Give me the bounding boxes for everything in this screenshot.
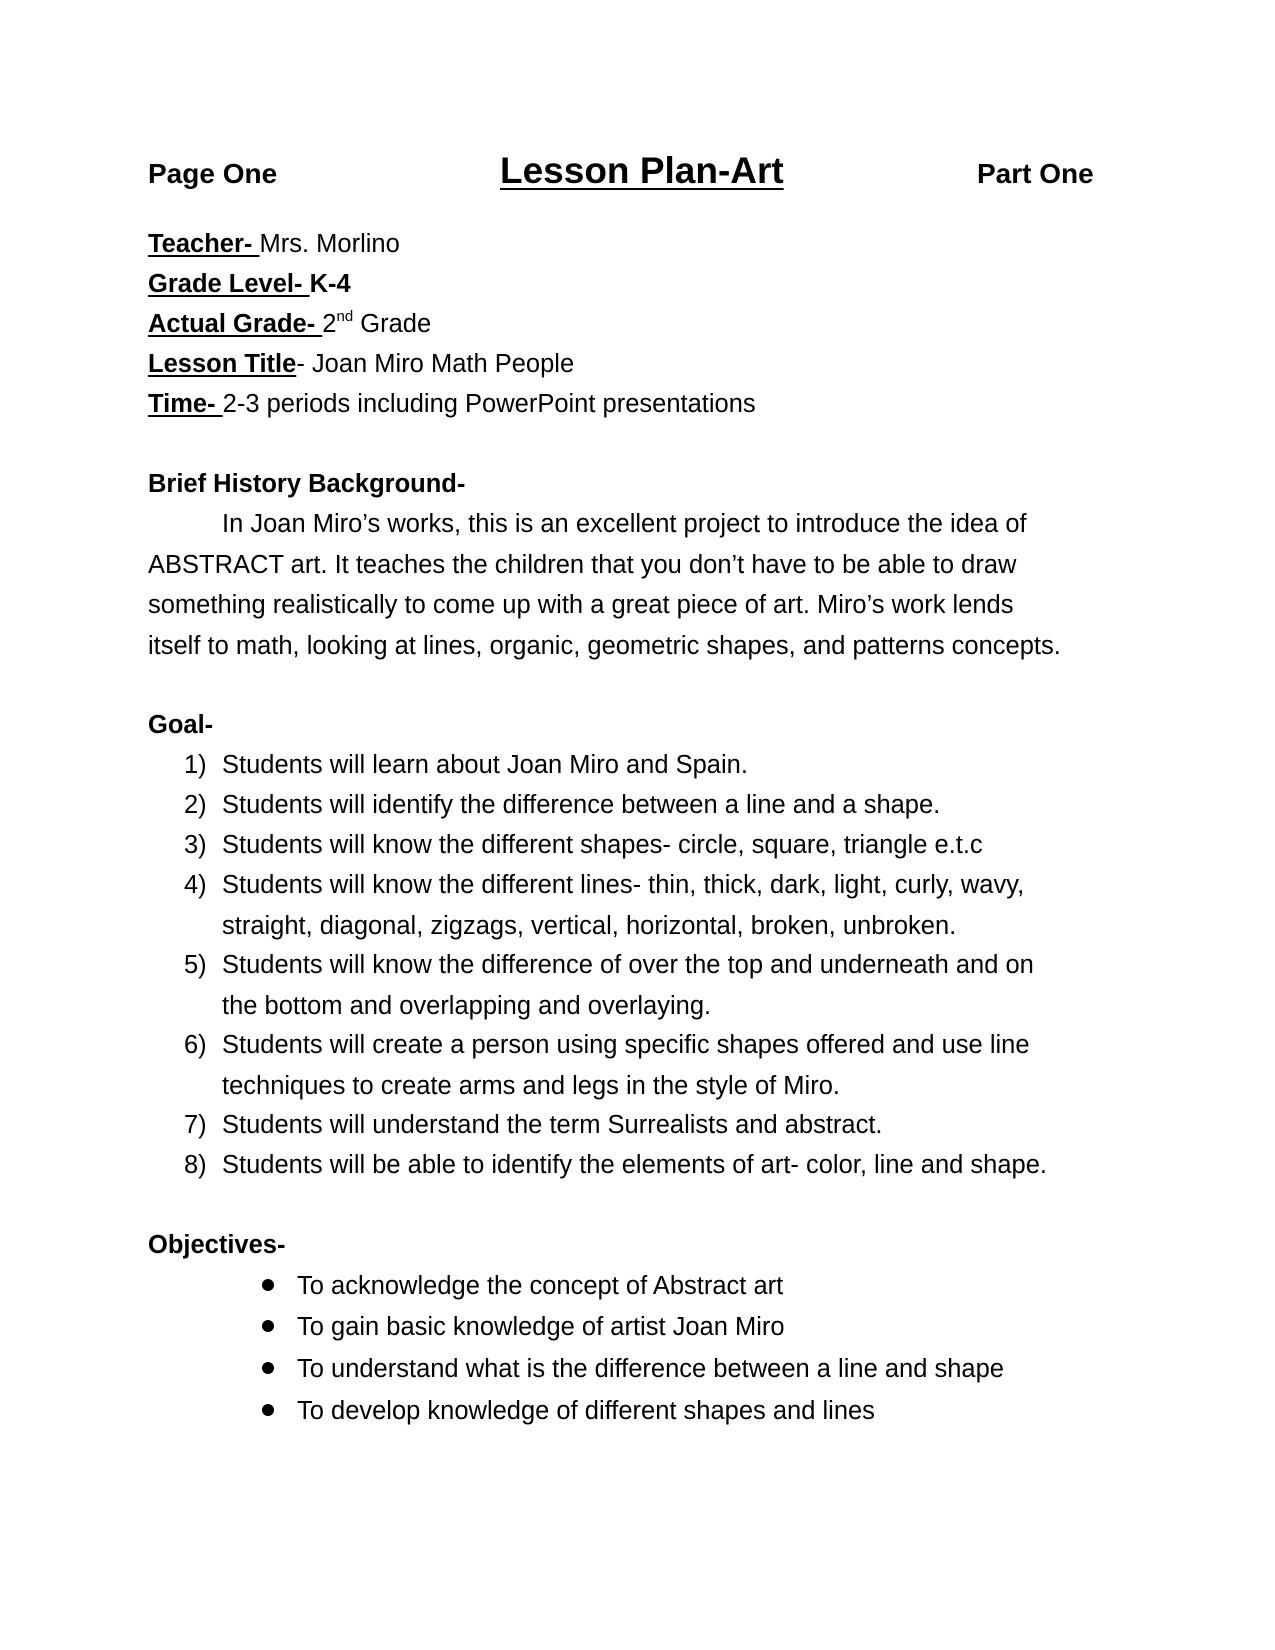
objective-item: To gain basic knowledge of artist Joan Miro <box>297 1313 785 1341</box>
teacher-value: Mrs. Morlino <box>259 230 400 258</box>
goal-number: 8) <box>184 1151 207 1179</box>
goal-number: 4) <box>184 871 207 899</box>
goal-line: Students will create a person using specific shapes offered and use line <box>222 1031 1030 1059</box>
background-line: ABSTRACT art. It teaches the children that you don’t have to be able to draw <box>148 550 1017 579</box>
goal-line: Students will know the difference of over the top and underneath and on <box>222 951 1034 979</box>
goal-line: Students will be able to identify the elements of art- color, line and shape. <box>222 1151 1047 1179</box>
goal-heading: Goal- <box>148 711 214 739</box>
lesson-title-label: Lesson Title <box>148 350 297 378</box>
objective-item: To understand what is the difference between a line and shape <box>297 1355 1004 1383</box>
bullet-icon <box>262 1404 274 1416</box>
goal-item <box>222 785 940 826</box>
goal-number: 3) <box>184 831 207 859</box>
header-left: Page One <box>148 158 278 189</box>
goal-line: Students will understand the term Surrealists and abstract. <box>222 1111 883 1139</box>
time-value: 2-3 periods including PowerPoint presentations <box>222 390 756 418</box>
actual-grade-suffix: Grade <box>353 310 432 338</box>
goal-number: 2) <box>184 791 207 819</box>
bullet-icon <box>262 1279 274 1291</box>
lesson-title-row <box>148 349 574 379</box>
objective-item: To develop knowledge of different shapes and lines <box>297 1397 875 1425</box>
goal-line: techniques to create arms and legs in the style of Miro. <box>222 1071 840 1100</box>
actual-grade-suffix-sup: nd <box>336 308 354 325</box>
goal-item <box>222 745 748 786</box>
background-line: itself to math, looking at lines, organic, geometric shapes, and patterns concepts. <box>148 631 1061 660</box>
goal-number: 7) <box>184 1111 207 1139</box>
grade-level-value: K-4 <box>309 270 351 298</box>
bullet-icon <box>262 1320 274 1332</box>
background-line: In Joan Miro’s works, this is an excellent project to introduce the idea of <box>222 510 1027 538</box>
actual-grade-row <box>148 309 431 339</box>
actual-grade-label: Actual Grade- <box>148 310 323 338</box>
objectives-heading: Objectives- <box>148 1231 286 1259</box>
background-heading: Brief History Background- <box>148 470 466 498</box>
lesson-title-value: - Joan Miro Math People <box>296 350 575 378</box>
teacher-label: Teacher- <box>148 230 260 258</box>
goal-number: 6) <box>184 1031 207 1059</box>
time-label: Time- <box>148 390 223 418</box>
goal-number: 5) <box>184 951 207 979</box>
goal-item <box>222 1105 883 1146</box>
header-right: Part One <box>977 158 1094 189</box>
grade-level-row <box>148 269 351 299</box>
goal-line: Students will know the different lines- thin, thick, dark, light, curly, wavy, <box>222 871 1025 899</box>
goal-item <box>222 945 1034 1026</box>
goal-item <box>222 1025 1030 1106</box>
teacher-row <box>148 229 400 259</box>
page-title: Lesson Plan-Art <box>500 150 784 191</box>
goal-line: Students will know the different shapes- circle, square, triangle e.t.c <box>222 831 983 859</box>
goal-item <box>222 865 1024 946</box>
background-line: something realistically to come up with a great piece of art. Miro’s work lends <box>148 591 1014 619</box>
goal-number: 1) <box>184 751 207 779</box>
goal-line: Students will identify the difference between a line and a shape. <box>222 791 941 819</box>
grade-level-label: Grade Level- <box>148 270 310 298</box>
bullet-icon <box>262 1362 274 1374</box>
goal-item <box>222 825 983 866</box>
objective-item: To acknowledge the concept of Abstract art <box>297 1272 784 1300</box>
goal-line: Students will learn about Joan Miro and Spain. <box>222 751 748 779</box>
actual-grade-number: 2 <box>322 310 337 338</box>
goal-line: straight, diagonal, zigzags, vertical, horizontal, broken, unbroken. <box>222 911 957 940</box>
goal-item <box>222 1145 1047 1186</box>
time-row <box>148 389 756 419</box>
goal-line: the bottom and overlapping and overlaying. <box>222 991 712 1020</box>
background-paragraph <box>148 504 1061 666</box>
